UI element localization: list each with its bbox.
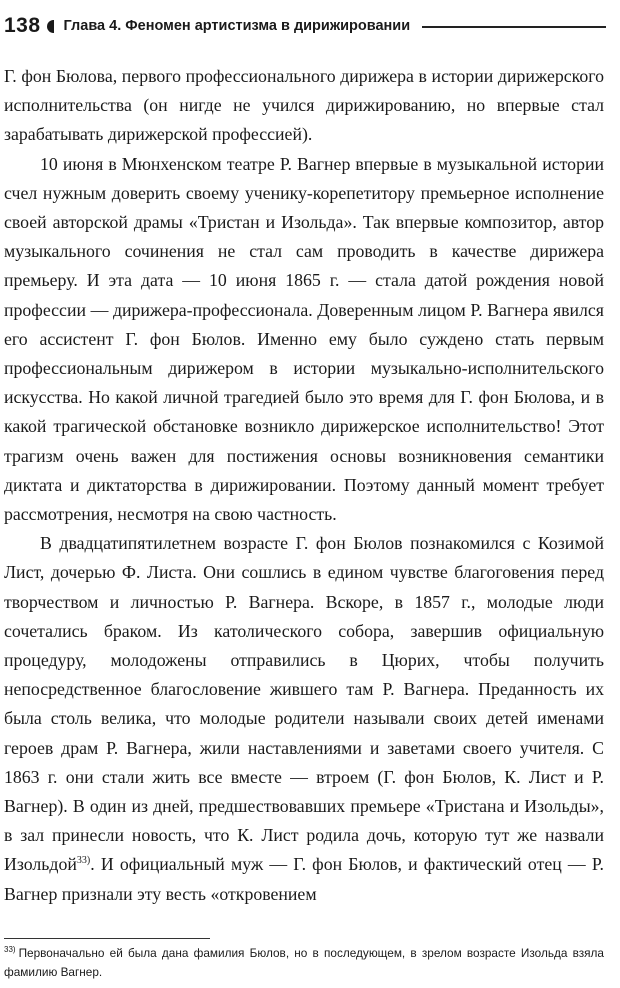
paragraph-3: [4, 529, 604, 909]
header-rule: [422, 26, 606, 28]
footnote-number: 33): [4, 945, 16, 955]
chapter-title: Глава 4. Феномен артистизма в дирижировании: [63, 18, 411, 34]
footnote-reference[interactable]: 33): [76, 855, 91, 867]
half-circle-icon: [47, 20, 54, 33]
paragraph-3-part-1: В двадцатипятилетнем возрасте Г. фон Бюлов познакомился с Козимой Лист, дочерью Ф. Листа. Они сошлись в едином чувстве благоговения перед творчеством и личностью Р. Вагнера. Вскоре, в 1857 г., молодые люди сочетались браком. Из католического собора, завершив официальную процедуру, молодожены отправились в Цюрих, чтобы получить непосредственное благословение жившего там Р. Вагнера. Преданность их была столь велика, что молодые родители называли своих детей именами героев драм Р. Вагнера, жили наставлениями и заветами своего учителя. С 1863 г. они стали жить все вместе — втроем (Г. фон Бюлов, К. Лист и Р. Вагнер). В один из дней, предшествовавших премьере «Тристана и Изольды», в зал принесли новость, что К. Лист родила дочь, которую тут же назвали Изольдой: [4, 533, 604, 875]
page-number: 138: [4, 14, 41, 37]
running-header: [4, 12, 606, 40]
paragraph-2: 10 июня в Мюнхенском театре Р. Вагнер впервые в музыкальной истории счел нужным доверить своему ученику-корепетитору премьерное исполнение своей авторской драмы «Тристан и Изольда». Так впервые композитор, автор музыкального сочинения не стал сам проводить в качестве дирижера премьеру. И эта дата — 10 июня 1865 г. — стала датой рождения новой профессии — дирижера-профессионала. Доверенным лицом Р. Вагнера явился его ассистент Г. фон Бюлов. Именно ему было суждено стать первым профессиональным дирижером в истории музыкально-исполнительского искусства. Но какой личной трагедией было это время для Г. фон Бюлова, и в какой трагической обстановке возникло дирижерское исполнительство! Этот трагизм очень важен для постижения основы возникновения семантики диктата и диктаторства в дирижировании. Поэтому данный момент требует рассмотрения, несмотря на свою частность.: [4, 153, 604, 525]
footnote: [4, 944, 604, 982]
main-text: [4, 62, 604, 909]
footnote-separator: [4, 938, 210, 939]
footnote-text: Первоначально ей была дана фамилия Бюлов, но в последующем, в зрелом возрасте Изольда взяла фамилию Вагнер.: [4, 946, 604, 979]
paragraph-1: Г. фон Бюлова, первого профессионального дирижера в истории дирижерского исполнительства (он нигде не учился дирижированию, но впервые стал зарабатывать дирижерской профессией).: [4, 66, 604, 145]
paragraph-3-part-2: . И официальный муж — Г. фон Бюлов, и фактический отец — Р. Вагнер признали эту весть «откровением: [4, 854, 604, 904]
